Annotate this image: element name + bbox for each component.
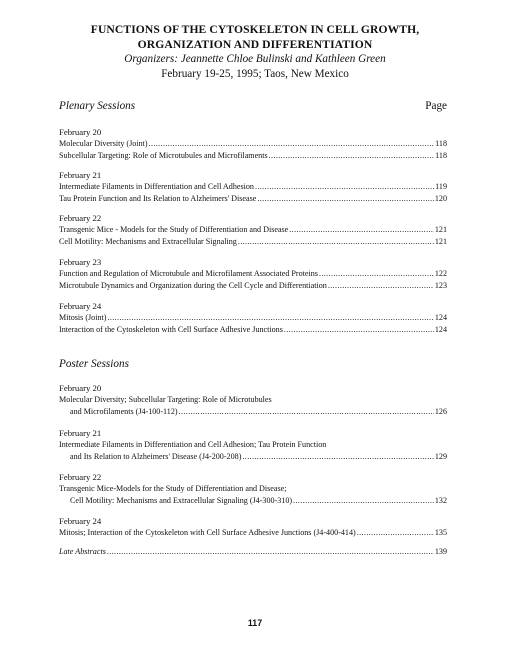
dot-leader bbox=[284, 324, 434, 336]
poster-day-group bbox=[59, 427, 447, 462]
poster-day-date: February 21 bbox=[59, 428, 102, 438]
meeting-dates: February 19-25, 1995; Taos, New Mexico bbox=[161, 68, 349, 80]
plenary-sessions-heading bbox=[59, 100, 447, 112]
plenary-heading-text: Plenary Sessions bbox=[59, 100, 136, 112]
entry-title: Microtubule Dynamics and Organization during the Cell Cycle and Differentiation bbox=[59, 280, 327, 290]
plenary-day-date: February 20 bbox=[59, 127, 102, 137]
document-header bbox=[0, 22, 510, 82]
poster-day-date: February 24 bbox=[59, 516, 102, 526]
entry-title: Molecular Diversity (Joint) bbox=[59, 139, 148, 148]
entry-page: 139 bbox=[434, 547, 447, 556]
toc-entry[interactable] bbox=[59, 236, 447, 248]
toc-entry[interactable] bbox=[59, 546, 447, 558]
entry-title: Interaction of the Cytoskeleton with Cell Surface Adhesive Junctions bbox=[59, 324, 283, 334]
plenary-day-date: February 23 bbox=[59, 257, 102, 267]
plenary-day-date: February 22 bbox=[59, 213, 102, 223]
entry-page: 121 bbox=[434, 225, 447, 234]
toc-entry[interactable] bbox=[59, 224, 447, 236]
toc-entry[interactable] bbox=[59, 324, 447, 336]
entry-page: 118 bbox=[435, 150, 447, 160]
toc-entry[interactable] bbox=[59, 451, 447, 463]
dot-leader bbox=[107, 546, 434, 558]
plenary-day-group bbox=[59, 212, 447, 247]
toc-entry[interactable] bbox=[59, 527, 447, 539]
dot-leader bbox=[357, 527, 434, 539]
page-column-label: Page bbox=[425, 100, 447, 112]
dot-leader bbox=[269, 150, 435, 162]
poster-sessions-heading bbox=[59, 358, 447, 370]
toc-entry[interactable] bbox=[59, 406, 447, 418]
dot-leader bbox=[149, 138, 435, 150]
dot-leader bbox=[179, 406, 434, 418]
entry-page: 126 bbox=[434, 406, 447, 416]
entry-page: 118 bbox=[435, 139, 447, 148]
late-abstracts-title: Late Abstracts bbox=[59, 547, 106, 556]
dot-leader bbox=[319, 268, 434, 280]
plenary-day-date: February 21 bbox=[59, 170, 102, 180]
entry-page: 132 bbox=[434, 495, 447, 505]
toc-entry[interactable] bbox=[59, 150, 447, 162]
toc-entry[interactable] bbox=[59, 193, 447, 205]
toc-entry[interactable] bbox=[59, 495, 447, 507]
entry-page: 135 bbox=[434, 528, 447, 537]
entry-title: Subcellular Targeting: Role of Microtubules and Microfilaments bbox=[59, 150, 268, 160]
poster-day-group bbox=[59, 515, 447, 539]
late-abstracts-group bbox=[59, 546, 447, 558]
poster-day-date: February 22 bbox=[59, 472, 102, 482]
poster-heading-text: Poster Sessions bbox=[59, 358, 129, 370]
entry-page: 129 bbox=[434, 451, 447, 461]
entry-title: Tau Protein Function and Its Relation to Alzheimers' Disease bbox=[59, 193, 257, 203]
organizers: Organizers: Jeannette Chloe Bulinski and Kathleen Green bbox=[124, 53, 386, 65]
poster-entry-line: Intermediate Filaments in Differentiation and Cell Adhesion; Tau Protein Function bbox=[59, 440, 327, 449]
entry-title: and Its Relation to Alzheimers' Disease (J4-200-208) bbox=[70, 451, 242, 461]
entry-title: Function and Regulation of Microtubule and Microfilament Associated Proteins bbox=[59, 269, 318, 278]
entry-page: 119 bbox=[435, 182, 447, 191]
toc-entry[interactable] bbox=[59, 312, 447, 324]
plenary-day-group bbox=[59, 300, 447, 335]
poster-day-group bbox=[59, 382, 447, 417]
entry-page: 121 bbox=[434, 236, 447, 246]
entry-page: 123 bbox=[434, 280, 447, 290]
page-number: 117 bbox=[247, 618, 263, 628]
dot-leader bbox=[257, 193, 434, 205]
dot-leader bbox=[255, 181, 434, 193]
dot-leader bbox=[238, 236, 434, 248]
poster-day-group bbox=[59, 471, 447, 506]
poster-entry-line: Transgenic Mice-Models for the Study of Differentiation and Disease; bbox=[59, 484, 287, 493]
entry-title: Mitosis; Interaction of the Cytoskeleton with Cell Surface Adhesive Junctions (J4-400-414) bbox=[59, 528, 356, 537]
dot-leader bbox=[107, 312, 433, 324]
entry-title: Intermediate Filaments in Differentiation and Cell Adhesion bbox=[59, 182, 254, 191]
poster-day-date: February 20 bbox=[59, 383, 102, 393]
title-line-2: ORGANIZATION AND DIFFERENTIATION bbox=[137, 38, 373, 51]
toc-entry[interactable] bbox=[59, 138, 447, 150]
entry-page: 120 bbox=[434, 193, 447, 203]
entry-page: 124 bbox=[434, 313, 447, 322]
entry-page: 124 bbox=[434, 324, 447, 334]
plenary-day-group bbox=[59, 169, 447, 204]
plenary-day-group bbox=[59, 126, 447, 161]
dot-leader bbox=[289, 224, 434, 236]
entry-title: Transgenic Mice - Models for the Study of Differentiation and Disease bbox=[59, 225, 289, 234]
entry-title: Cell Motility: Mechanisms and Extracellular Signaling bbox=[59, 236, 237, 246]
plenary-day-date: February 24 bbox=[59, 301, 102, 311]
dot-leader bbox=[293, 495, 434, 507]
poster-entry-line: Molecular Diversity; Subcellular Targeting: Role of Microtubules bbox=[59, 395, 272, 404]
toc-entry[interactable] bbox=[59, 181, 447, 193]
plenary-day-group bbox=[59, 256, 447, 291]
title-line-1: FUNCTIONS OF THE CYTOSKELETON IN CELL GROWTH, bbox=[90, 23, 420, 36]
entry-title: Cell Motility: Mechanisms and Extracellular Signaling (J4-300-310) bbox=[70, 495, 293, 505]
dot-leader bbox=[242, 451, 433, 463]
toc-entry[interactable] bbox=[59, 268, 447, 280]
entry-title: Mitosis (Joint) bbox=[59, 313, 107, 322]
toc-entry[interactable] bbox=[59, 280, 447, 292]
entry-title: and Microfilaments (J4-100-112) bbox=[70, 406, 178, 416]
dot-leader bbox=[328, 280, 434, 292]
entry-page: 122 bbox=[434, 269, 447, 278]
